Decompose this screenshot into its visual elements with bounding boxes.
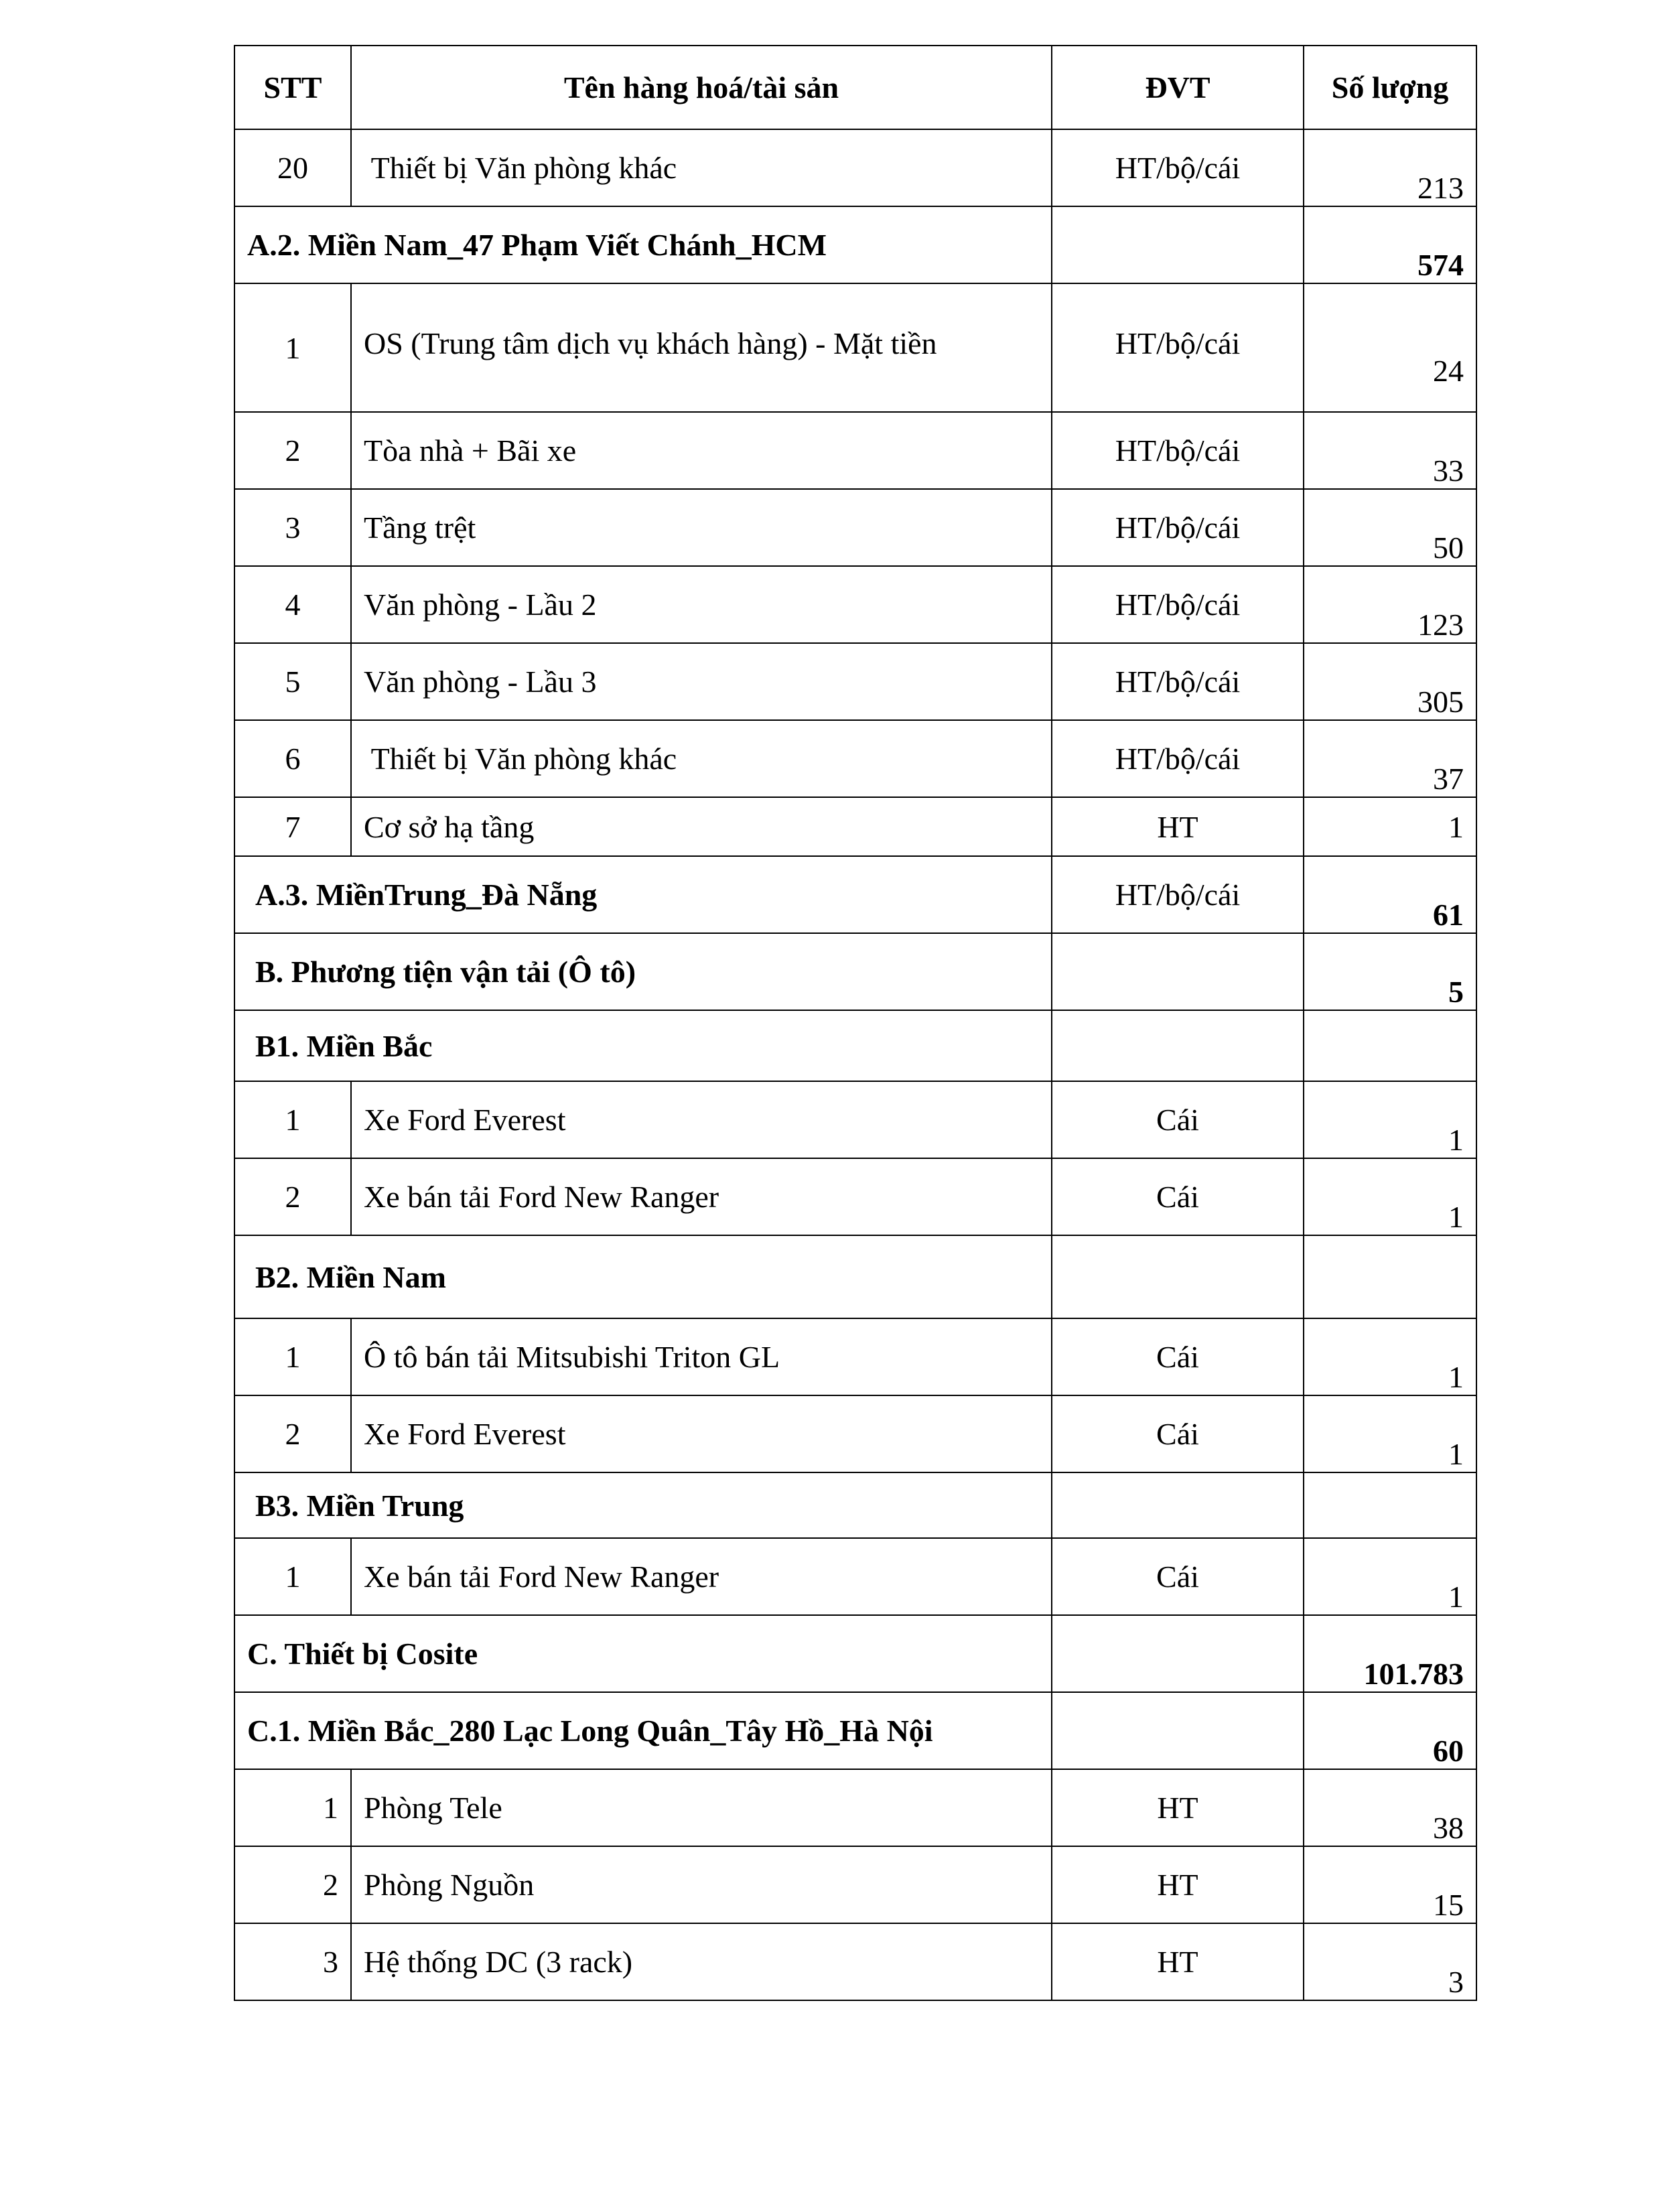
row-unit: HT/bộ/cái <box>1052 856 1304 933</box>
table-row <box>234 720 1476 797</box>
row-qty: 123 <box>1304 566 1476 643</box>
section-title: B1. Miền Bắc <box>234 1010 1052 1081</box>
section-row <box>234 933 1476 1010</box>
row-stt: 6 <box>234 720 351 797</box>
section-row <box>234 856 1476 933</box>
row-unit: HT/bộ/cái <box>1052 489 1304 566</box>
row-unit <box>1052 1472 1304 1538</box>
row-unit: HT/bộ/cái <box>1052 566 1304 643</box>
row-name: Tòa nhà + Bãi xe <box>351 412 1052 489</box>
row-name: Phòng Tele <box>351 1769 1052 1846</box>
row-name: Văn phòng - Lầu 3 <box>351 643 1052 720</box>
section-qty: 5 <box>1304 933 1476 1010</box>
row-stt: 2 <box>234 412 351 489</box>
row-qty: 37 <box>1304 720 1476 797</box>
row-stt: 2 <box>234 1395 351 1472</box>
table-row <box>234 1538 1476 1615</box>
row-unit <box>1052 1010 1304 1081</box>
row-stt: 7 <box>234 797 351 856</box>
header-name: Tên hàng hoá/tài sản <box>351 46 1052 129</box>
section-row <box>234 206 1476 283</box>
table-row <box>234 643 1476 720</box>
table-row <box>234 489 1476 566</box>
section-qty <box>1304 1010 1476 1081</box>
row-stt: 5 <box>234 643 351 720</box>
row-unit <box>1052 206 1304 283</box>
header-qty: Số lượng <box>1304 46 1476 129</box>
section-qty: 60 <box>1304 1692 1476 1769</box>
section-title: A.2. Miền Nam_47 Phạm Viết Chánh_HCM <box>234 206 1052 283</box>
row-stt: 2 <box>234 1846 351 1923</box>
row-qty: 1 <box>1304 1081 1476 1158</box>
section-qty: 61 <box>1304 856 1476 933</box>
row-name: Tầng trệt <box>351 489 1052 566</box>
table-row <box>234 1923 1476 2000</box>
row-name: OS (Trung tâm dịch vụ khách hàng) - Mặt tiền <box>351 283 1052 412</box>
row-unit: HT/bộ/cái <box>1052 412 1304 489</box>
table-row <box>234 1395 1476 1472</box>
table-header-row <box>234 46 1476 129</box>
table-row <box>234 283 1476 412</box>
section-title: B2. Miền Nam <box>234 1235 1052 1318</box>
row-stt: 1 <box>234 283 351 412</box>
row-name: Văn phòng - Lầu 2 <box>351 566 1052 643</box>
section-qty: 101.783 <box>1304 1615 1476 1692</box>
row-unit: HT/bộ/cái <box>1052 129 1304 206</box>
table-row <box>234 412 1476 489</box>
row-qty: 1 <box>1304 1318 1476 1395</box>
row-unit <box>1052 933 1304 1010</box>
row-unit: HT <box>1052 797 1304 856</box>
section-title: C. Thiết bị Cosite <box>234 1615 1052 1692</box>
row-stt: 3 <box>234 489 351 566</box>
asset-table <box>234 45 1477 2001</box>
section-row <box>234 1472 1476 1538</box>
row-qty: 50 <box>1304 489 1476 566</box>
row-unit: HT <box>1052 1923 1304 2000</box>
row-stt: 20 <box>234 129 351 206</box>
row-qty: 305 <box>1304 643 1476 720</box>
section-qty <box>1304 1235 1476 1318</box>
section-row <box>234 1615 1476 1692</box>
section-title: C.1. Miền Bắc_280 Lạc Long Quân_Tây Hồ_Hà Nội <box>234 1692 1052 1769</box>
row-unit <box>1052 1235 1304 1318</box>
row-unit: HT/bộ/cái <box>1052 283 1304 412</box>
table-row <box>234 1846 1476 1923</box>
table-row <box>234 797 1476 856</box>
row-unit: Cái <box>1052 1158 1304 1235</box>
row-qty: 1 <box>1304 1395 1476 1472</box>
row-unit: HT <box>1052 1769 1304 1846</box>
row-stt: 3 <box>234 1923 351 2000</box>
table-row <box>234 1081 1476 1158</box>
row-name: Thiết bị Văn phòng khác <box>351 129 1052 206</box>
row-stt: 1 <box>234 1538 351 1615</box>
row-qty: 1 <box>1304 797 1476 856</box>
header-stt: STT <box>234 46 351 129</box>
row-stt: 1 <box>234 1318 351 1395</box>
row-name: Xe Ford Everest <box>351 1395 1052 1472</box>
row-name: Ô tô bán tải Mitsubishi Triton GL <box>351 1318 1052 1395</box>
section-qty <box>1304 1472 1476 1538</box>
row-name: Xe bán tải Ford New Ranger <box>351 1158 1052 1235</box>
row-unit: Cái <box>1052 1395 1304 1472</box>
row-qty: 3 <box>1304 1923 1476 2000</box>
row-name: Phòng Nguồn <box>351 1846 1052 1923</box>
row-name: Xe bán tải Ford New Ranger <box>351 1538 1052 1615</box>
row-qty: 24 <box>1304 283 1476 412</box>
row-stt: 2 <box>234 1158 351 1235</box>
row-unit: Cái <box>1052 1081 1304 1158</box>
row-name: Hệ thống DC (3 rack) <box>351 1923 1052 2000</box>
row-unit: Cái <box>1052 1538 1304 1615</box>
row-unit: HT/bộ/cái <box>1052 643 1304 720</box>
section-row <box>234 1692 1476 1769</box>
row-qty: 1 <box>1304 1538 1476 1615</box>
row-stt: 1 <box>234 1769 351 1846</box>
section-qty: 574 <box>1304 206 1476 283</box>
section-title: B. Phương tiện vận tải (Ô tô) <box>234 933 1052 1010</box>
table-row <box>234 566 1476 643</box>
row-name: Thiết bị Văn phòng khác <box>351 720 1052 797</box>
table-row <box>234 1158 1476 1235</box>
header-unit: ĐVT <box>1052 46 1304 129</box>
row-qty: 213 <box>1304 129 1476 206</box>
section-title: B3. Miền Trung <box>234 1472 1052 1538</box>
table-row <box>234 129 1476 206</box>
row-stt: 1 <box>234 1081 351 1158</box>
row-qty: 38 <box>1304 1769 1476 1846</box>
row-unit: HT <box>1052 1846 1304 1923</box>
row-unit <box>1052 1692 1304 1769</box>
row-name: Cơ sở hạ tầng <box>351 797 1052 856</box>
table-row <box>234 1769 1476 1846</box>
row-qty: 1 <box>1304 1158 1476 1235</box>
row-unit: HT/bộ/cái <box>1052 720 1304 797</box>
row-unit: Cái <box>1052 1318 1304 1395</box>
row-qty: 15 <box>1304 1846 1476 1923</box>
section-title: A.3. MiềnTrung_Đà Nẵng <box>234 856 1052 933</box>
section-row <box>234 1235 1476 1318</box>
table-row <box>234 1318 1476 1395</box>
row-qty: 33 <box>1304 412 1476 489</box>
row-stt: 4 <box>234 566 351 643</box>
row-name: Xe Ford Everest <box>351 1081 1052 1158</box>
row-unit <box>1052 1615 1304 1692</box>
section-row <box>234 1010 1476 1081</box>
